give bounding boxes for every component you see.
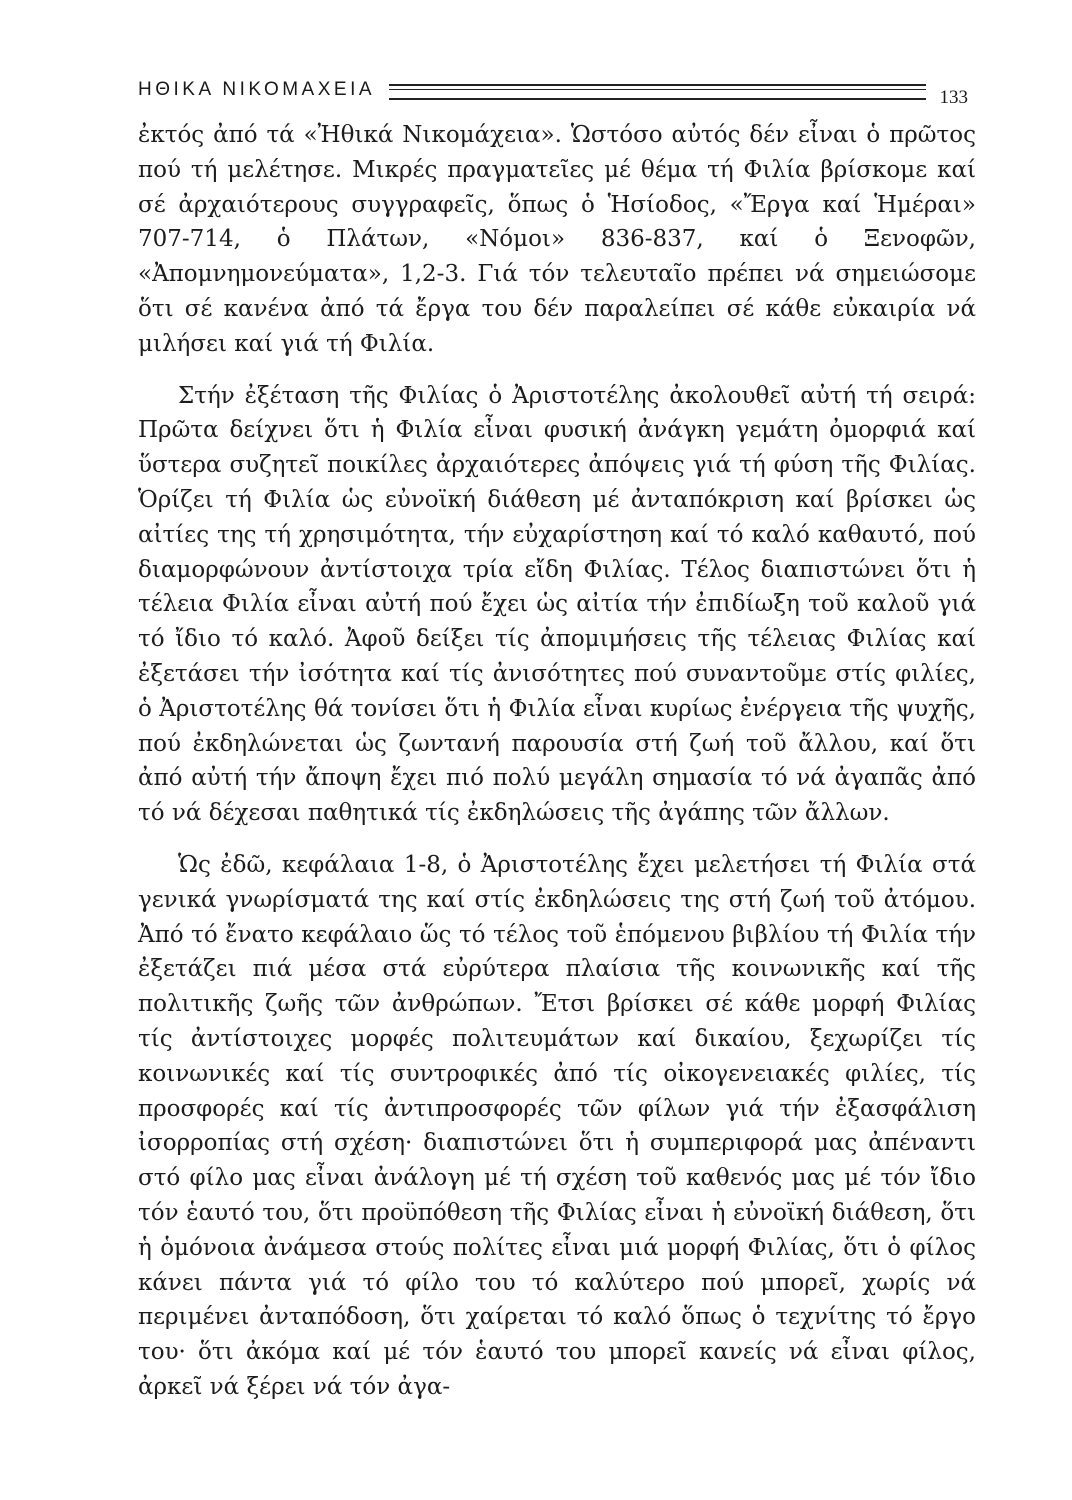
paragraph-3: Ὡς ἐδῶ, κεφάλαια 1-8, ὁ Ἀριστοτέλης ἔχει μελετήσει τή Φιλία στά γενικά γνωρίσματά της καί στίς ἐκδηλώσεις της στή ζωή τοῦ ἀτόμου. Ἀπό τό ἔνατο κεφάλαιο ὥς τό τέλος τοῦ ἑπόμενου βιβλίου τή Φιλία τήν ἐξετάζει πιά μέσα στά εὐρύτερα πλαίσια τῆς κοινωνικῆς καί τῆς πολιτικῆς ζωῆς τῶν ἀνθρώπων. Ἔτσι βρίσκει σέ κάθε μορφή Φιλίας τίς ἀντίστοιχες μορφές πολιτευμάτων καί δικαίου, ξεχωρίζει τίς κοινωνικές καί τίς συντροφικές ἀπό τίς οἰκογενειακές φιλίες, τίς προσφορές καί τίς ἀντιπροσφορές τῶν φίλων γιά τήν ἐξασφάλιση ἰσορροπίας στή σχέση· διαπιστώνει ὅτι ἡ συμπεριφορά μας ἀπέναντι στό φίλο μας εἶναι ἀνάλογη μέ τή σχέση τοῦ καθενός μας μέ τόν ἴδιο τόν ἑαυτό του, ὅτι προϋπόθεση τῆς Φιλίας εἶναι ἡ εὐνοϊκή διάθεση, ὅτι ἡ ὁμόνοια ἀνάμεσα στούς πολίτες εἶναι μιά μορφή Φιλίας, ὅτι ὁ φίλος κάνει πάντα γιά τό φίλο του τό καλύτερο πού μπορεῖ, χωρίς νά περιμένει ἀνταπόδοση, ὅτι χαίρεται τό καλό ὅπως ὁ τεχνίτης τό ἔργο του· ὅτι ἀκόμα καί μέ τόν ἑαυτό του μπορεῖ κανείς νά εἶναι φίλος, ἀρκεῖ νά ξέρει νά τόν ἀγα- [138, 851, 976, 1400]
page-number: 133 [939, 87, 968, 108]
header-rule [389, 84, 925, 100]
page-body [138, 118, 976, 1422]
paragraph-1: ἐκτός ἀπό τά «Ἠθικά Νικομάχεια». Ὡστόσο αὐτός δέν εἶναι ὁ πρῶτος πού τή μελέτησε. Μικρές πραγματεῖες μέ θέμα τή Φιλία βρίσκομε καί σέ ἀρχαιότερους συγγραφεῖς, ὅπως ὁ Ἡσίοδος, «Ἔργα καί Ἡμέραι» 707-714, ὁ Πλάτων, «Νόμοι» 836-837, καί ὁ Ξενοφῶν, «Ἀπομνημονεύματα», 1,2-3. Γιά τόν τελευταῖο πρέπει νά σημειώσομε ὅτι σέ κανένα ἀπό τά ἔργα του δέν παραλείπει σέ κάθε εὐκαιρία νά μιλήσει καί γιά τή Φιλία. [138, 122, 976, 357]
running-header [138, 70, 968, 110]
paragraph-2: Στήν ἐξέταση τῆς Φιλίας ὁ Ἀριστοτέλης ἀκολουθεῖ αὐτή τή σειρά: Πρῶτα δείχνει ὅτι ἡ Φιλία εἶναι φυσική ἀνάγκη γεμάτη ὀμορφιά καί ὕστερα συζητεῖ ποικίλες ἀρχαιότερες ἀπόψεις γιά τή φύση τῆς Φιλίας. Ὁρίζει τή Φιλία ὡς εὐνοϊκή διάθεση μέ ἀνταπόκριση καί βρίσκει ὡς αἰτίες της τή χρησιμότητα, τήν εὐχαρίστηση καί τό καλό καθαυτό, πού διαμορφώνουν ἀντίστοιχα τρία εἴδη Φιλίας. Τέλος διαπιστώνει ὅτι ἡ τέλεια Φιλία εἶναι αὐτή πού ἔχει ὡς αἰτία τήν ἐπιδίωξη τοῦ καλοῦ γιά τό ἴδιο τό καλό. Ἀφοῦ δείξει τίς ἀπομιμήσεις τῆς τέλειας Φιλίας καί ἐξετάσει τήν ἰσότητα καί τίς ἀνισότητες πού συναντοῦμε στίς φιλίες, ὁ Ἀριστοτέλης θά τονίσει ὅτι ἡ Φιλία εἶναι κυρίως ἐνέργεια τῆς ψυχῆς, πού ἐκδηλώνεται ὡς ζωντανή παρουσία στή ζωή τοῦ ἄλλου, καί ὅτι ἀπό αὐτή τήν ἄποψη ἔχει πιό πολύ μεγάλη σημασία τό νά ἀγαπᾶς ἀπό τό νά δέχεσαι παθητικά τίς ἐκδηλώσεις τῆς ἀγάπης τῶν ἄλλων. [138, 382, 976, 827]
running-title: ΗΘΙΚΑ ΝΙΚΟΜΑΧΕΙΑ [138, 79, 376, 100]
